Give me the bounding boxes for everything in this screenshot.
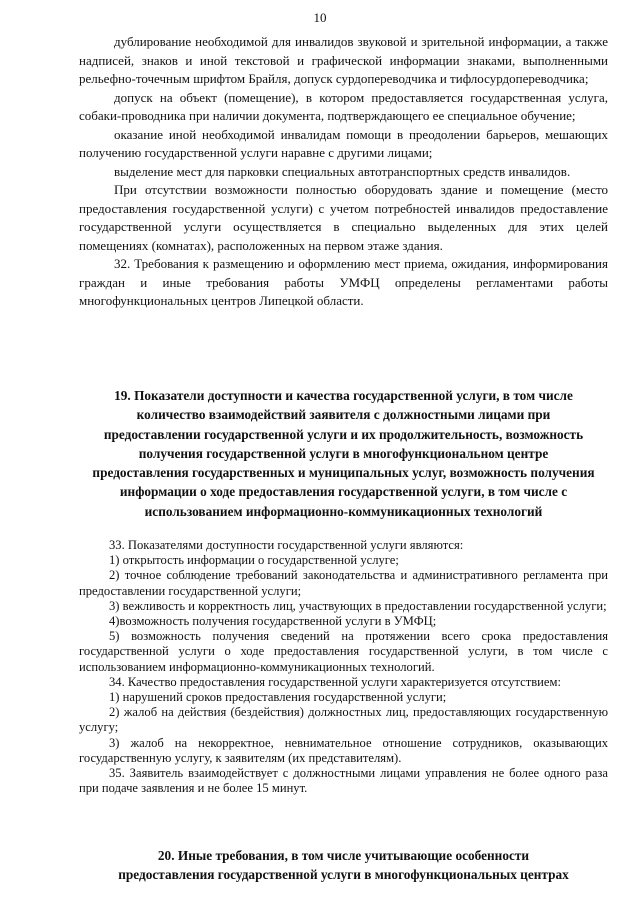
list-item: 3) жалоб на некорректное, невнимательное отношение сотрудников, оказывающих государственную услугу, к заявителям (их представителям). bbox=[79, 735, 608, 765]
paragraph-32: 32. Требования к размещению и оформлению мест приема, ожидания, информирования граждан и иные требования работы УМФЦ определены регламентами работы многофункциональных центров Липецкой области. bbox=[79, 256, 608, 308]
quality-indicators-text bbox=[79, 538, 608, 796]
list-item: 1) открытость информации о государственной услуге; bbox=[109, 553, 399, 568]
paragraph: допуск на объект (помещение), в котором предоставляется государственная услуга, собаки-проводника при наличии документа, подтверждающего ее специальное обучение; bbox=[79, 89, 608, 123]
list-item: 4)возможность получения государственной услуги в УМФЦ; bbox=[109, 614, 437, 629]
heading-line: 19. Показатели доступности и качества государственной услуги, в том числе bbox=[114, 388, 573, 403]
list-item: 3) вежливость и корректность лиц, участвующих в предоставлении государственной услуги; bbox=[109, 598, 607, 613]
paragraph: При отсутствии возможности полностью оборудовать здание и помещение (место предоставления государственной услуги) с учетом потребностей инвалидов предоставление государственной услуги осуществляется в специально выделенных для этих целей помещениях (комнатах), расположенных на первом этаже здания. bbox=[79, 182, 608, 253]
heading-line: предоставления государственных и муниципальных услуг, возможность получения bbox=[92, 465, 595, 481]
list-item: 2) точное соблюдение требований законодательства и административного регламента при предоставлении государственной услуги; bbox=[79, 568, 608, 598]
heading-line: предоставлении государственной услуги и их продолжительность, возможность bbox=[103, 426, 584, 442]
section-19-heading bbox=[79, 386, 608, 521]
heading-line: информации о ходе предоставления государственной услуги, в том числе с bbox=[119, 484, 568, 500]
section-20-heading bbox=[79, 846, 608, 885]
paragraph-33: 33. Показателями доступности государственной услуги являются: bbox=[109, 538, 464, 552]
paragraph: оказание иной необходимой инвалидам помощи в преодолении барьеров, мешающих получению государственной услуги наравне с другими лицами; bbox=[79, 126, 608, 160]
accessibility-measures-text bbox=[79, 33, 608, 311]
page-number: 10 bbox=[313, 10, 327, 25]
heading-line: 20. Иные требования, в том числе учитывающие особенности bbox=[157, 848, 530, 863]
heading-line: предоставления государственной услуги в многофункциональных центрах bbox=[118, 867, 569, 883]
paragraph: дублирование необходимой для инвалидов звуковой и зрительной информации, а также надписей, знаков и иной текстовой и графической информации знаками, выполненными рельефно-точечным шрифтом Брайля, допуск сурдопереводчика и тифлосурдопереводчика; bbox=[79, 34, 608, 86]
paragraph-34: 34. Качество предоставления государственной услуги характеризуется отсутствием: bbox=[109, 674, 561, 689]
list-item: 1) нарушений сроков предоставления государственной услуги; bbox=[109, 690, 447, 705]
paragraph-35: 35. Заявитель взаимодействует с должностными лицами управления не более одного раза при подаче заявления и не более 15 минут. bbox=[79, 766, 608, 796]
paragraph: выделение мест для парковки специальных автотранспортных средств инвалидов. bbox=[114, 163, 571, 179]
list-item: 5) возможность получения сведений на протяжении всего срока предоставления государственной услуги о ходе предоставления государственной услуги, в том числе с использованием информационно-коммуникационных технологий. bbox=[79, 629, 608, 674]
heading-line: количество взаимодействий заявителя с должностными лицами при bbox=[136, 407, 551, 423]
heading-line: использованием информационно-коммуникационных технологий bbox=[144, 503, 543, 519]
list-item: 2) жалоб на действия (бездействия) должностных лиц, предоставляющих государственную услугу; bbox=[79, 705, 608, 735]
heading-line: получения государственной услуги в многофункциональном центре bbox=[138, 445, 549, 461]
